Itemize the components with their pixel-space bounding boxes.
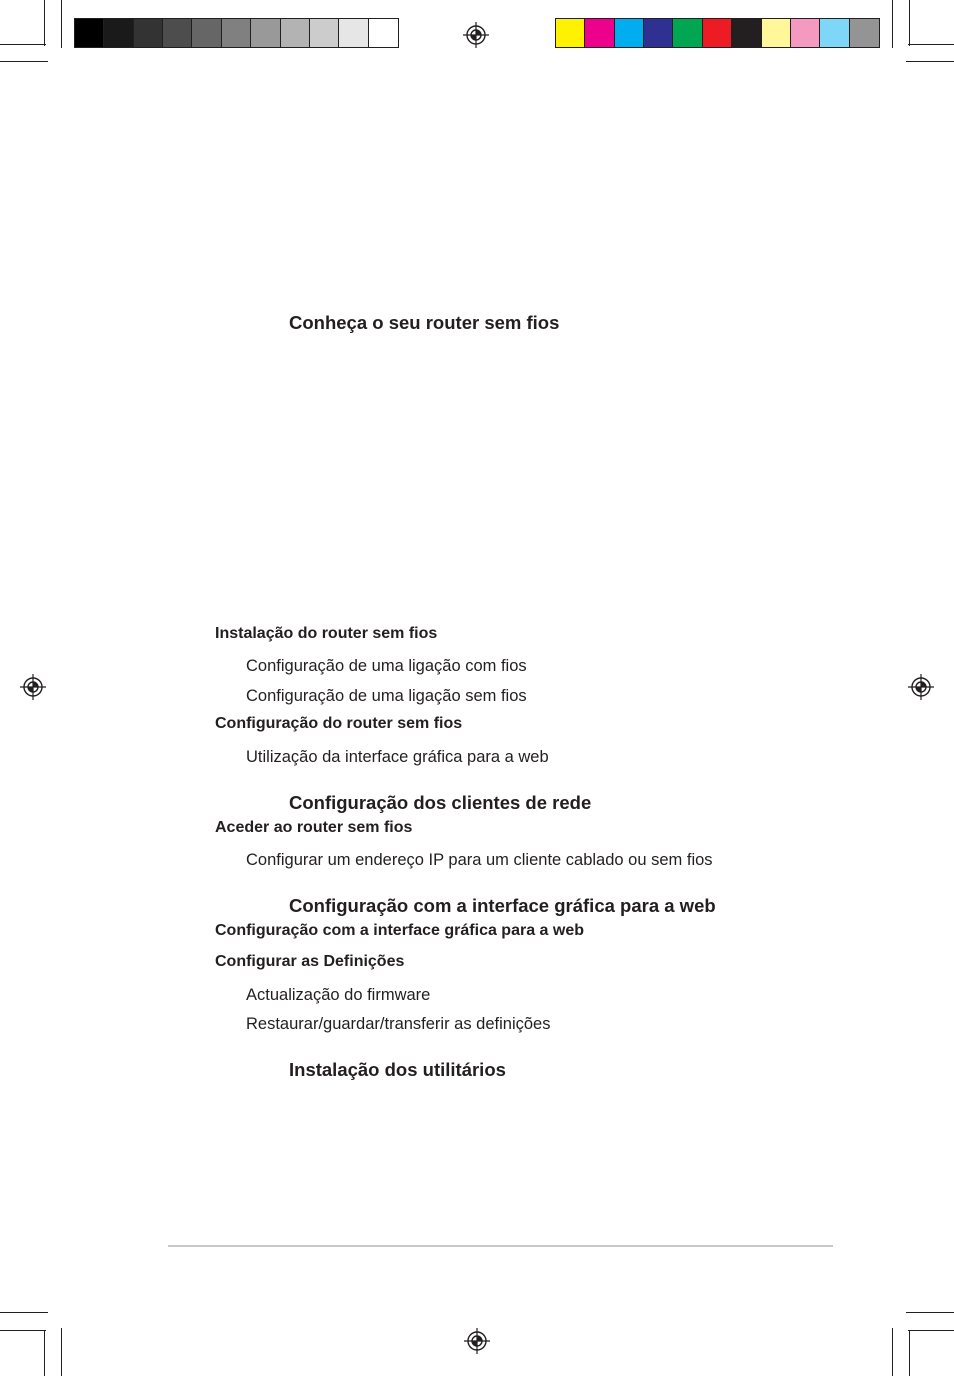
toc-subsection-item: Configuração de uma ligação com fios <box>246 657 527 675</box>
crop-mark-bottom-right-v <box>892 1328 893 1376</box>
color-swatch <box>556 19 585 47</box>
crop-mark-top-right-v2 <box>892 0 893 48</box>
color-swatch <box>673 19 702 47</box>
registration-target-icon <box>20 674 46 700</box>
crop-mark-top-left-h <box>0 44 46 45</box>
toc-section-heading: Configurar as Definições <box>215 953 405 970</box>
registration-target-icon <box>908 674 934 700</box>
color-swatch <box>820 19 849 47</box>
toc-section-heading: Instalação do router sem fios <box>215 625 438 642</box>
gray-swatch <box>104 19 133 47</box>
toc-chapter-title: Configuração dos clientes de rede <box>289 792 592 813</box>
toc-subsection-item: Configuração de uma ligação sem fios <box>246 687 527 705</box>
gray-swatch <box>281 19 310 47</box>
crop-mark-top-right-h2 <box>906 61 954 62</box>
gray-swatch <box>163 19 192 47</box>
color-swatch <box>585 19 614 47</box>
crop-mark-top-right-h <box>908 44 954 45</box>
color-swatch <box>791 19 820 47</box>
toc-subsection-item: Actualização do firmware <box>246 986 431 1004</box>
color-swatch <box>732 19 761 47</box>
gray-swatch <box>192 19 221 47</box>
toc-section-heading: Configuração do router sem fios <box>215 715 463 732</box>
toc-section-heading: Aceder ao router sem fios <box>215 819 413 836</box>
gray-swatch <box>75 19 104 47</box>
color-swatch-bar <box>555 18 880 48</box>
crop-mark-top-left-v <box>44 0 45 46</box>
gray-swatch <box>339 19 368 47</box>
toc-subsection-item: Utilização da interface gráfica para a web <box>246 748 549 766</box>
crop-mark-bottom-left-h2 <box>0 1330 46 1331</box>
gray-swatch-bar <box>74 18 399 48</box>
color-swatch <box>703 19 732 47</box>
toc-chapter-title: Instalação dos utilitários <box>289 1059 506 1080</box>
color-swatch <box>850 19 879 47</box>
crop-mark-bottom-left-v <box>61 1328 62 1376</box>
color-swatch <box>644 19 673 47</box>
crop-mark-bottom-right-v2 <box>909 1330 910 1376</box>
toc-subsection-item: Configurar um endereço IP para um cliente cablado ou sem fios <box>246 851 713 869</box>
crop-mark-bottom-left-h <box>0 1312 48 1313</box>
color-swatch <box>762 19 791 47</box>
toc-section-heading: Configuração com a interface gráfica para a web <box>215 922 585 939</box>
toc-subsection-item: Restaurar/guardar/transferir as definições <box>246 1015 551 1033</box>
crop-mark-bottom-left-v2 <box>44 1330 45 1376</box>
crop-mark-bottom-right-h <box>906 1312 954 1313</box>
crop-mark-bottom-right-h2 <box>908 1330 954 1331</box>
toc-chapter-title: Configuração com a interface gráfica para a web <box>289 895 716 916</box>
toc-chapter-title: Conheça o seu router sem fios <box>289 312 560 333</box>
registration-target-icon <box>463 22 489 48</box>
gray-swatch <box>310 19 339 47</box>
gray-swatch <box>251 19 280 47</box>
registration-target-icon <box>464 1328 490 1354</box>
gray-swatch <box>369 19 398 47</box>
crop-mark-top-left-v2 <box>61 0 62 48</box>
color-swatch <box>615 19 644 47</box>
crop-mark-top-left-h2 <box>0 61 48 62</box>
footer-rule <box>168 1245 833 1247</box>
gray-swatch <box>134 19 163 47</box>
crop-mark-top-right-v <box>909 0 910 46</box>
gray-swatch <box>222 19 251 47</box>
